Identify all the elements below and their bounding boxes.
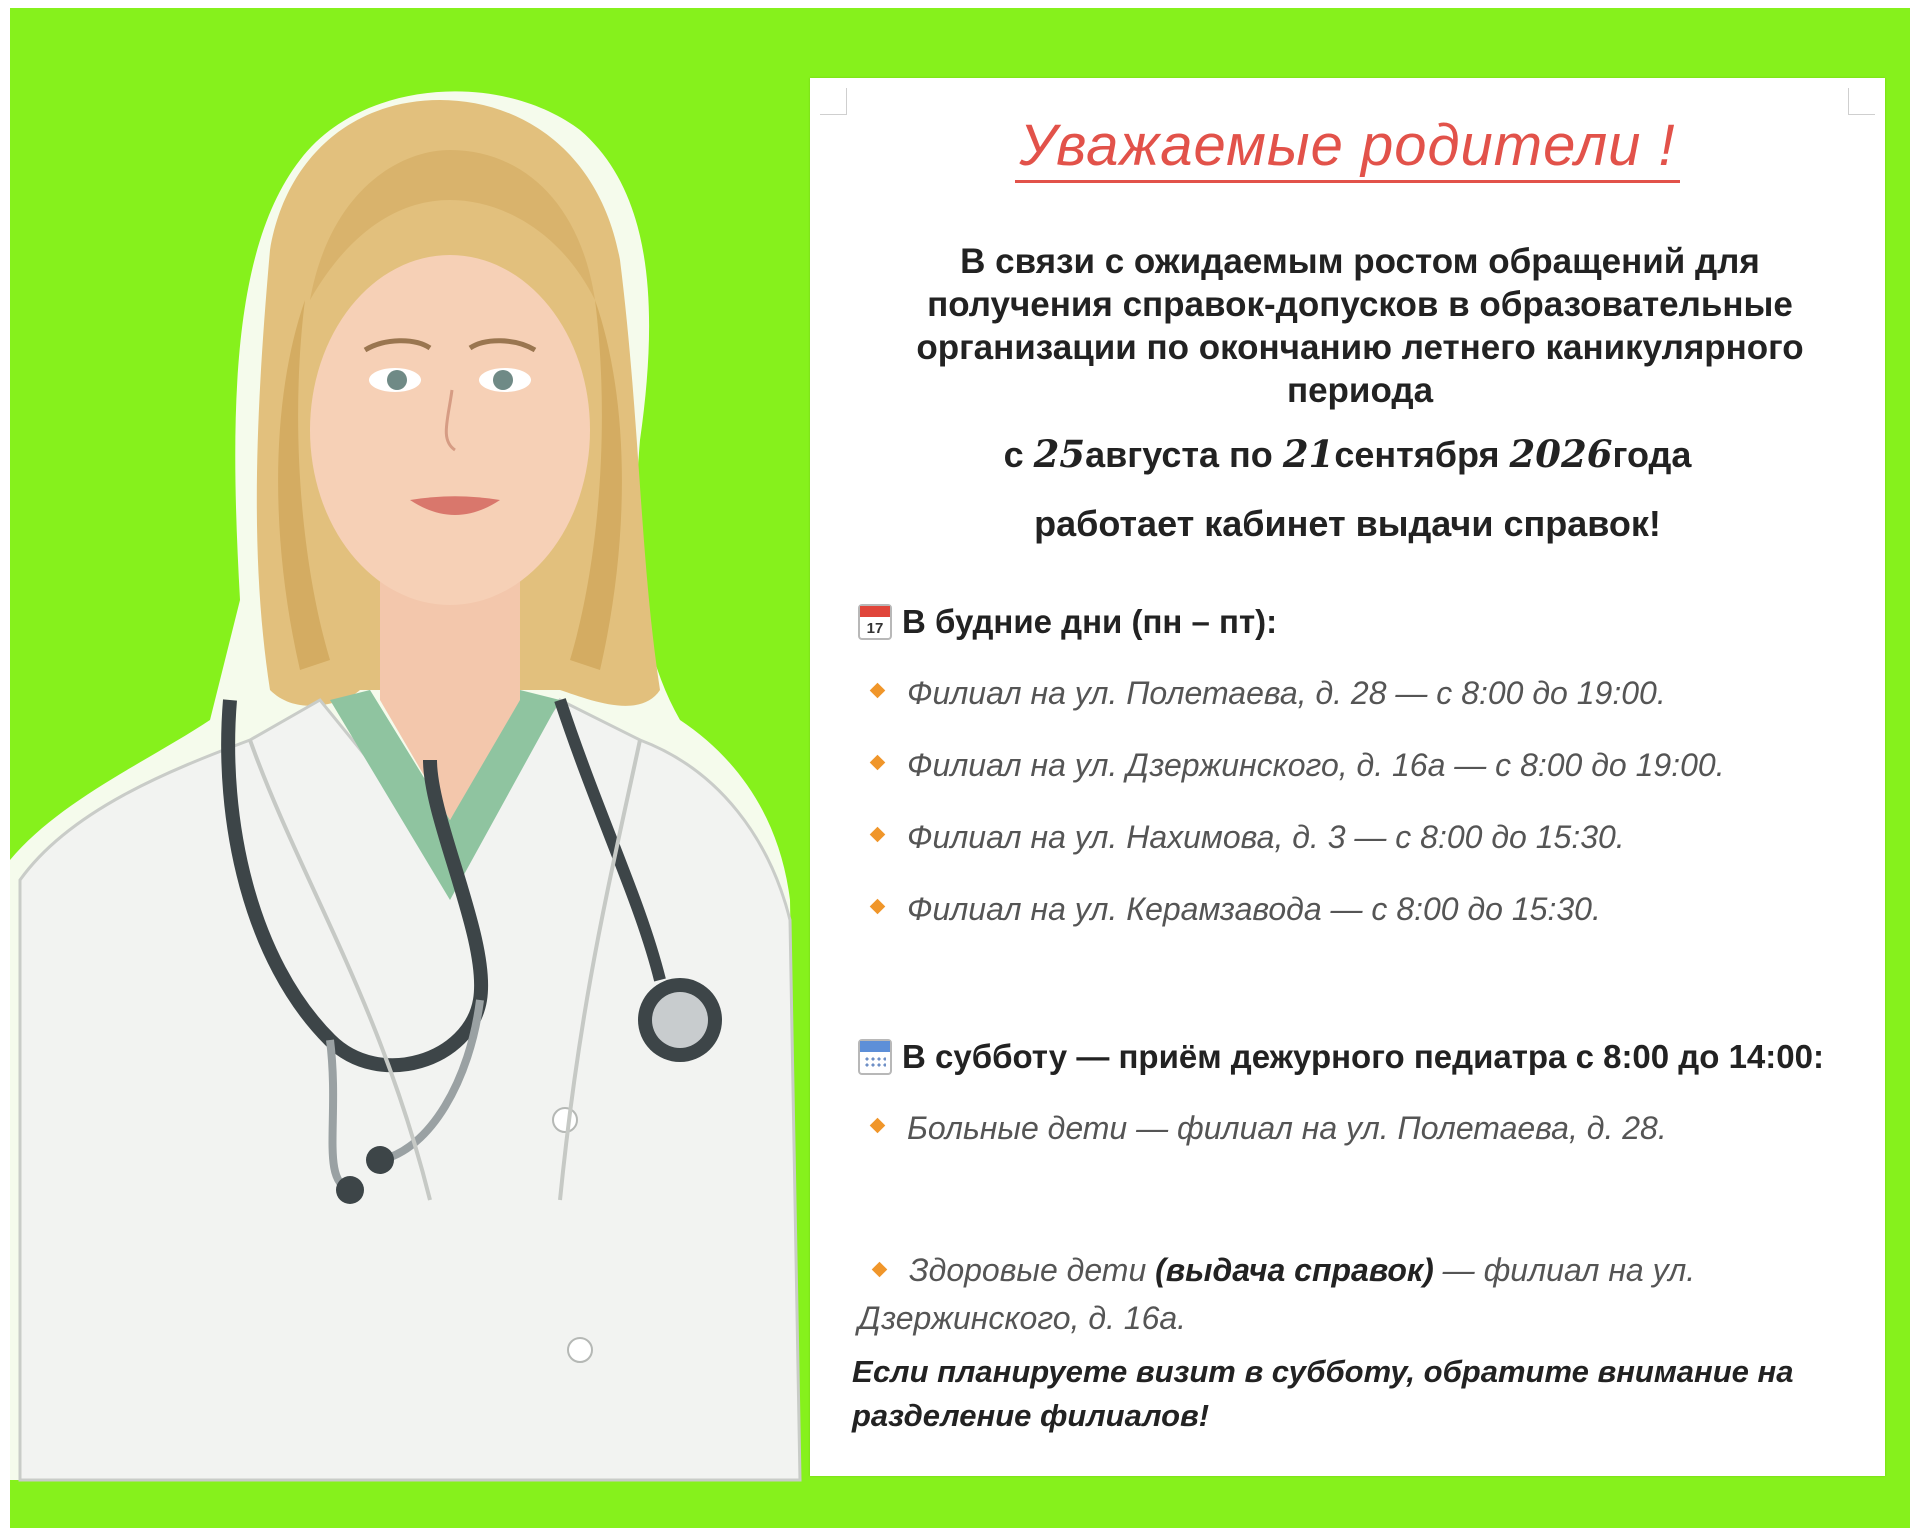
saturday-heading: В субботу — приём дежурного педиатра с 8:00 до 14:00: bbox=[858, 1038, 1824, 1076]
date-to-day: 21 bbox=[1282, 432, 1335, 476]
spiral-calendar-icon bbox=[858, 1039, 892, 1075]
date-year: 2026 bbox=[1509, 432, 1613, 476]
diamond-bullet-icon bbox=[870, 755, 886, 771]
notice-intro: В связи с ожидаемым ростом обращений для получения справок-допусков в образовательные организации по окончанию летнего каникулярного периода bbox=[916, 242, 1804, 410]
list-item: Больные дети — филиал на ул. Полетаева, д. 28. bbox=[872, 1110, 1667, 1147]
diamond-bullet-icon bbox=[870, 827, 886, 843]
notice-dates: с 25августа по 21сентября 2026года bbox=[1003, 432, 1692, 476]
notice-card bbox=[810, 78, 1885, 1476]
crop-mark-top-right bbox=[1848, 88, 1875, 115]
diamond-bullet-icon bbox=[870, 1118, 886, 1134]
diamond-bullet-icon bbox=[870, 899, 886, 915]
doctor-illustration bbox=[0, 0, 820, 1536]
notice-title: Уважаемые родители ! bbox=[810, 112, 1885, 179]
date-from-day: 25 bbox=[1033, 432, 1086, 476]
notice-works: работает кабинет выдачи справок! bbox=[1034, 503, 1661, 544]
diamond-bullet-icon bbox=[870, 683, 886, 699]
weekdays-heading: 17 В будние дни (пн – пт): bbox=[858, 603, 1277, 641]
list-item: Филиал на ул. Дзержинского, д. 16а — с 8:00 до 19:00. bbox=[872, 747, 1725, 784]
list-item: Филиал на ул. Полетаева, д. 28 — с 8:00 до 19:00. bbox=[872, 675, 1666, 712]
list-item: Здоровые дети (выдача справок) — филиал на ул. Дзержинского, д. 16а. bbox=[858, 1252, 1696, 1336]
list-item: Филиал на ул. Нахимова, д. 3 — с 8:00 до 15:30. bbox=[872, 819, 1625, 856]
list-item: Филиал на ул. Керамзавода — с 8:00 до 15:30. bbox=[872, 891, 1601, 928]
crop-mark-top-left bbox=[820, 88, 847, 115]
diamond-bullet-icon bbox=[872, 1262, 888, 1278]
calendar-icon: 17 bbox=[858, 604, 892, 640]
notice-footer: Если планируете визит в субботу, обратите внимание на разделение филиалов! bbox=[852, 1354, 1794, 1433]
